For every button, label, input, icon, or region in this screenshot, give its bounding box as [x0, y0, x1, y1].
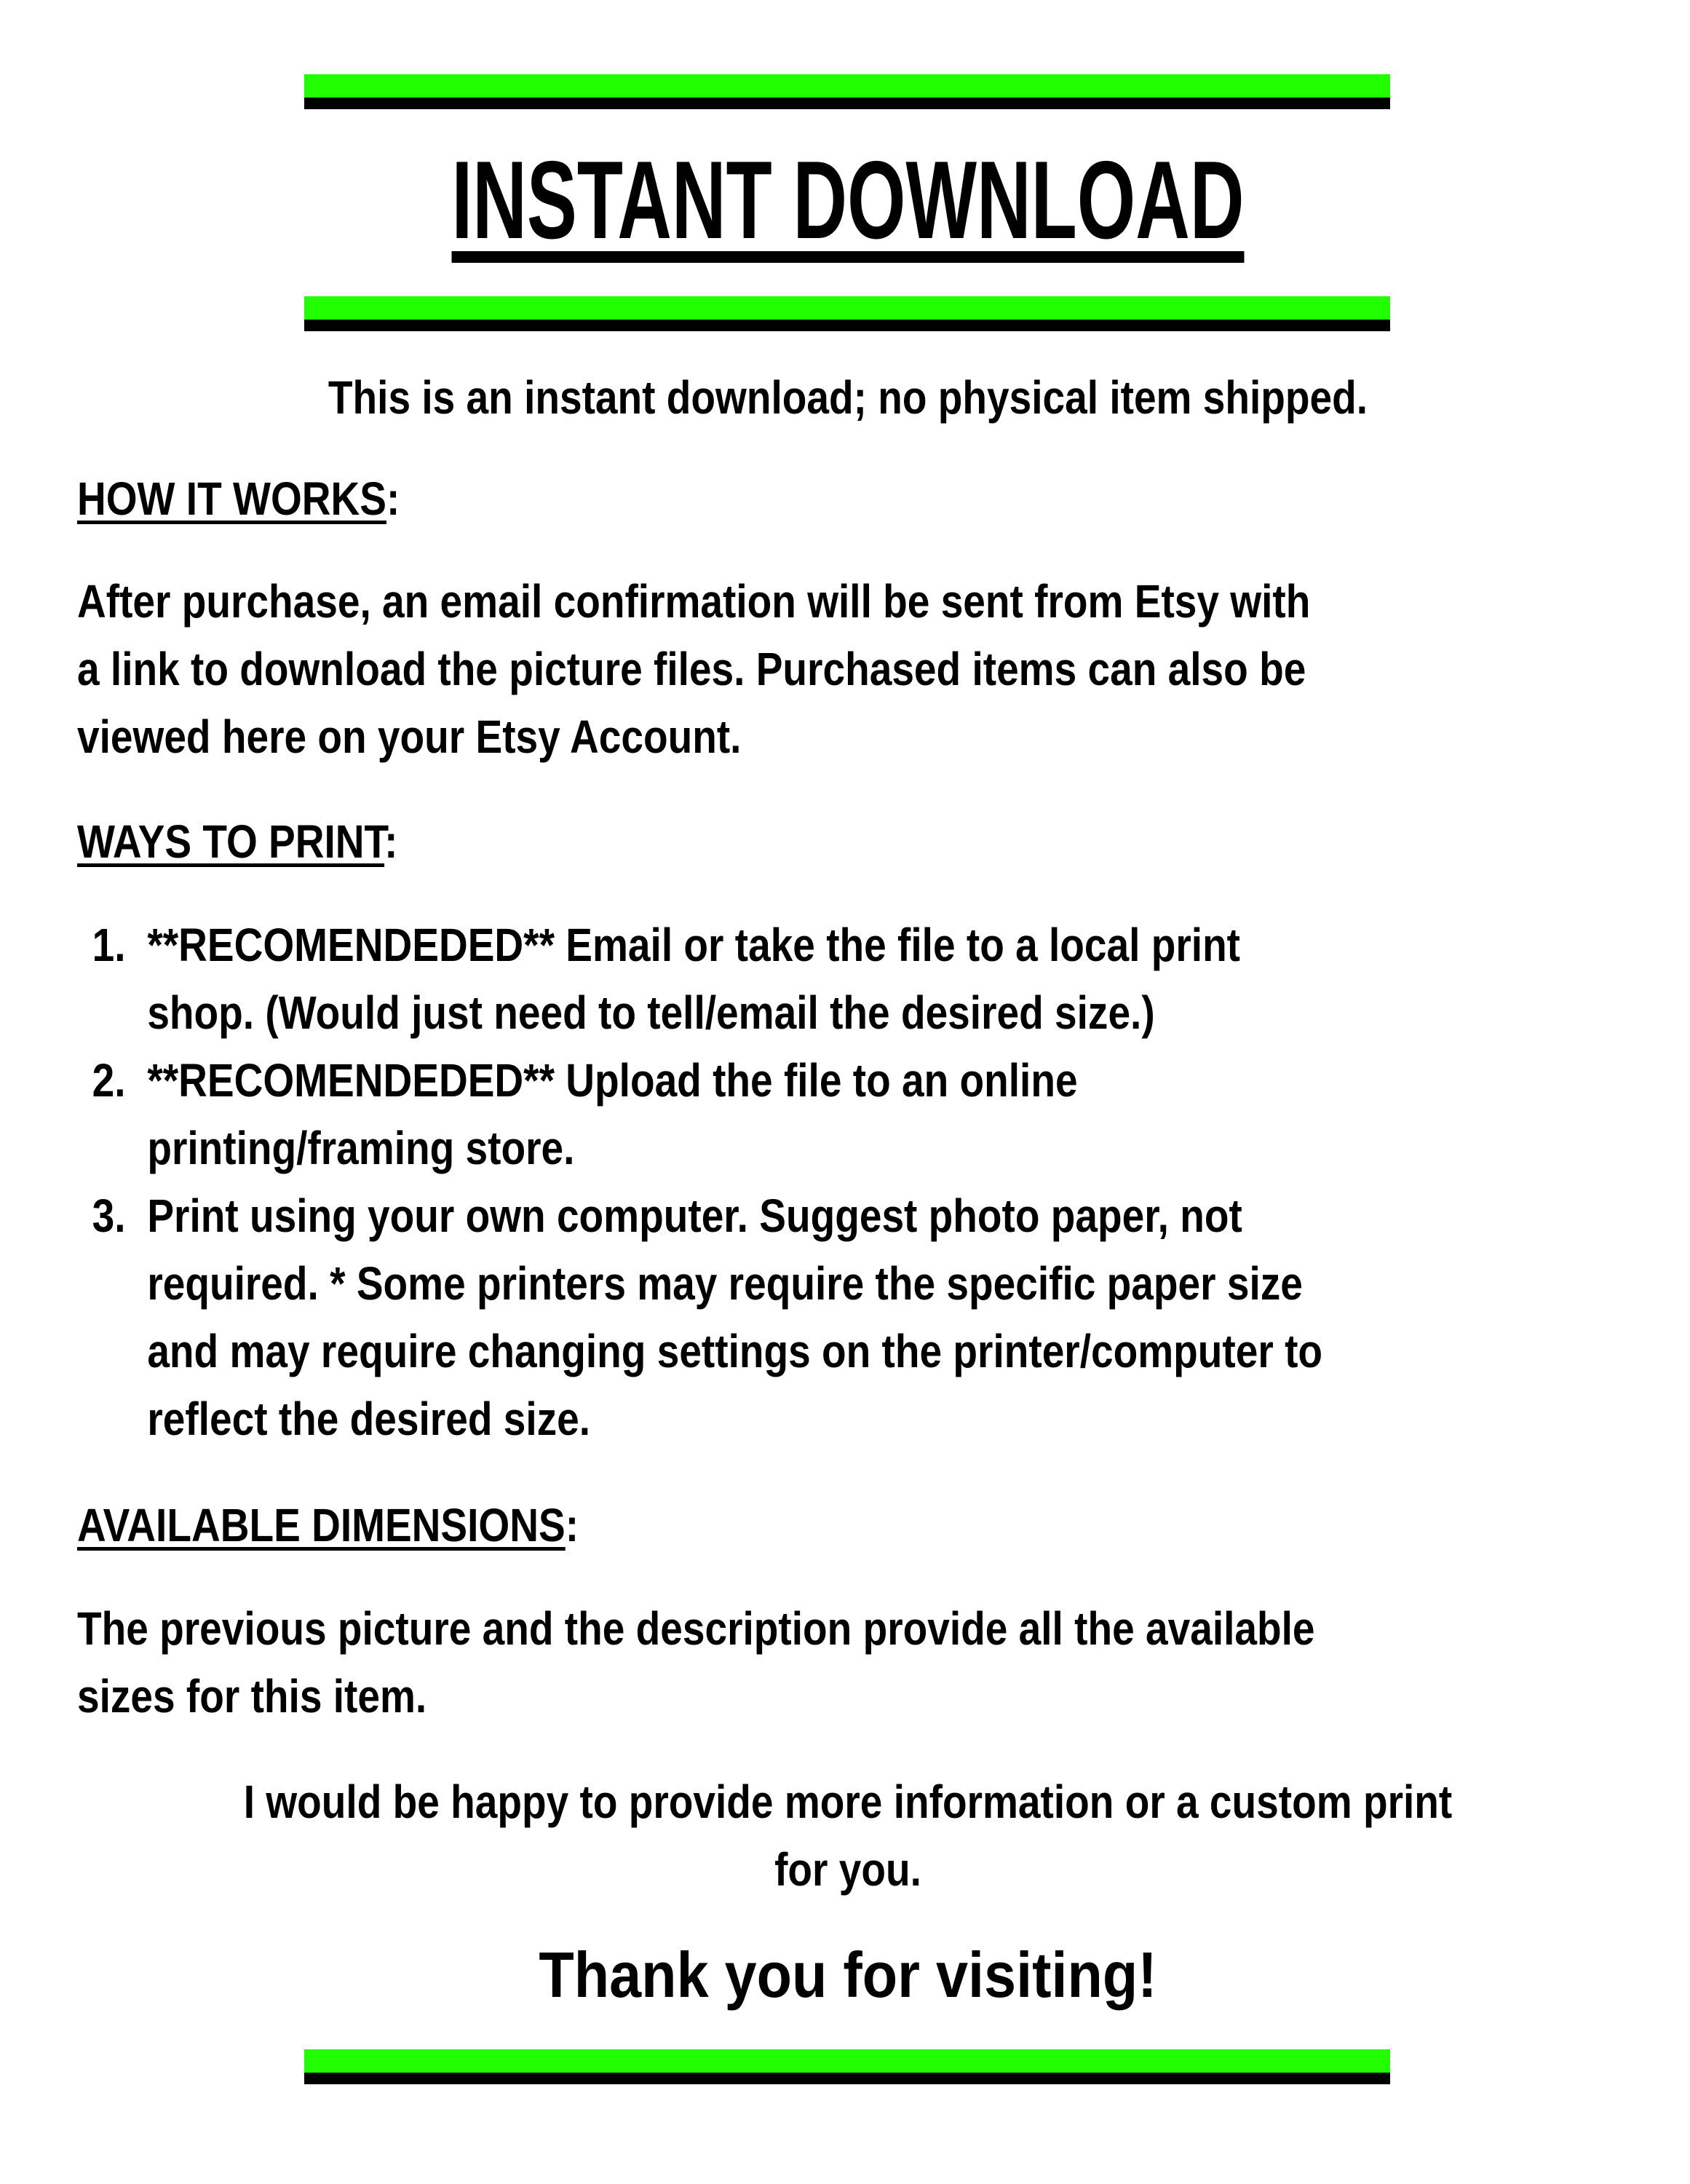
dimensions-heading — [77, 1492, 1611, 1559]
heading-label: AVAILABLE DIMENSIONS — [77, 1499, 566, 1551]
thank-you-text: Thank you for visiting! — [539, 1939, 1157, 2011]
intro-text: This is an instant download; no physical item shipped. — [328, 371, 1368, 424]
divider-bar-title — [304, 296, 1390, 331]
heading-colon: : — [565, 1499, 579, 1551]
heading-colon: : — [384, 815, 398, 868]
heading-label: HOW IT WORKS — [77, 472, 386, 525]
divider-bar-top — [304, 74, 1390, 109]
how-it-works-text: After purchase, an email confirmation will be sent from Etsy with a link to download the picture files. Purchased items can also be viewed here on your Etsy Account. — [77, 575, 1311, 763]
list-text: **RECOMENDEDED** Email or take the file to a local print shop. (Would just need to tell/email the desired size.) — [147, 919, 1241, 1039]
list-item — [77, 1182, 1611, 1453]
page-title: INSTANT DOWNLOAD — [451, 138, 1245, 262]
list-number: 2. — [92, 1054, 126, 1107]
list-number: 3. — [92, 1190, 126, 1242]
ways-to-print-list — [77, 911, 1611, 1453]
how-it-works-heading — [77, 465, 1611, 533]
dimensions-text: The previous picture and the description provide all the available sizes for this item. — [77, 1602, 1315, 1722]
ways-to-print-heading — [77, 808, 1611, 876]
custom-print-text: I would be happy to provide more information or a custom print for you. — [243, 1776, 1453, 1896]
list-item — [77, 911, 1611, 1047]
list-text: **RECOMENDEDED** Upload the file to an online printing/framing store. — [147, 1054, 1078, 1174]
list-text: Print using your own computer. Suggest photo paper, not required. * Some printers may require the specific paper size and may require changing settings on the printer/computer to reflect the desired size. — [147, 1190, 1323, 1445]
divider-bar-bottom — [304, 2049, 1390, 2084]
list-number: 1. — [92, 919, 126, 971]
heading-label: WAYS TO PRINT — [77, 815, 385, 868]
list-item — [77, 1047, 1611, 1182]
heading-colon: : — [386, 472, 400, 525]
